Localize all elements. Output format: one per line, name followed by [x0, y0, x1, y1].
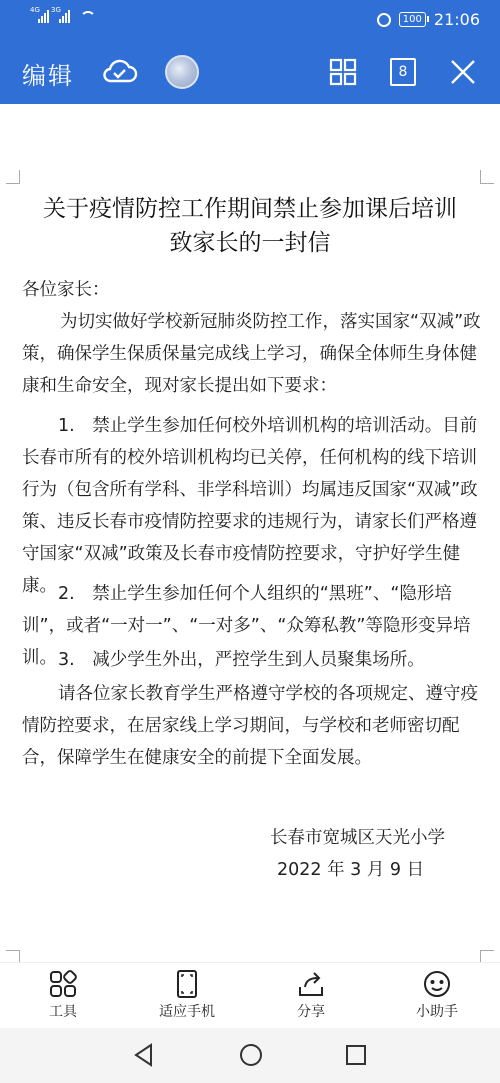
- network-type-1: 4G: [30, 6, 40, 14]
- status-bar: [0, 0, 500, 40]
- paragraph-item-2: 2. 禁止学生参加任何个人组织的“黑班”、“隐形培训”，或者“一对一”、“一对多”、“众筹私教”等隐形变异培训。: [22, 584, 471, 668]
- signal-icon: [30, 6, 49, 23]
- page-count-badge[interactable]: 8: [390, 58, 416, 86]
- paragraph-intro: 为切实做好学校新冠肺炎防控工作，落实国家“双减”政策，确保学生保质保量完成线上学习，确保全体师生身体健康和生命安全，现对家长提出如下要求：: [22, 312, 481, 396]
- wifi-icon: [80, 11, 96, 23]
- tools-button[interactable]: [18, 969, 108, 1021]
- signal-icon-2: [51, 6, 70, 23]
- system-nav-bar: [0, 1028, 500, 1083]
- document-page[interactable]: [0, 104, 500, 962]
- status-right: [377, 10, 480, 29]
- greeting: 各位家长：: [22, 280, 110, 300]
- grid-icon[interactable]: [329, 58, 357, 86]
- tools-icon: [48, 969, 78, 999]
- home-icon[interactable]: [238, 1042, 264, 1068]
- share-icon: [296, 969, 326, 999]
- fit-phone-label: 适应手机: [159, 1004, 215, 1020]
- share-label: 分享: [297, 1004, 325, 1020]
- crop-mark: [6, 170, 20, 184]
- tools-label: 工具: [49, 1004, 77, 1020]
- signature-date: 2022 年 3 月 9 日: [277, 860, 425, 880]
- status-left: [30, 6, 96, 23]
- crop-mark: [480, 170, 494, 184]
- fit-screen-icon: [172, 969, 202, 999]
- app-bar: [0, 40, 500, 104]
- paragraph-item-1: 1. 禁止学生参加任何校外培训机构的培训活动。目前长春市所有的校外培训机构均已关停，任何机构的线下培训行为（包含所有学科、非学科培训）均属违反国家“双减”政策、违反长春市疫情防控要求的违规行为，请家长们严格遵守国家“双减”政策及长春市疫情防控要求，守护好学生健康。: [22, 416, 478, 596]
- alarm-icon: [377, 13, 391, 27]
- document-title-line-1: 关于疫情防控工作期间禁止参加课后培训: [43, 196, 457, 222]
- back-icon[interactable]: [132, 1042, 156, 1068]
- assistant-label: 小助手: [416, 1004, 458, 1020]
- paragraph-closing: 请各位家长教育学生严格遵守学校的各项规定、遵守疫情防控要求，在居家线上学习期间，与学校和老师密切配合，保障学生在健康安全的前提下全面发展。: [22, 684, 478, 768]
- paragraph-item-3: 3. 减少学生外出，严控学生到人员聚集场所。: [58, 650, 425, 670]
- edit-button[interactable]: 编辑: [22, 62, 74, 90]
- bottom-toolbar: [0, 962, 500, 1028]
- document-title-line-2: 致家长的一封信: [169, 230, 331, 256]
- network-type-2: 3G: [51, 6, 61, 14]
- signature-school: 长春市宽城区天光小学: [270, 828, 445, 848]
- battery-icon: 100: [399, 12, 426, 27]
- assistant-face-icon: [422, 969, 452, 999]
- recent-apps-icon[interactable]: [345, 1044, 367, 1066]
- fit-phone-button[interactable]: [142, 969, 232, 1021]
- avatar[interactable]: [165, 55, 199, 89]
- close-icon[interactable]: [450, 59, 476, 85]
- status-time: 21:06: [433, 10, 480, 29]
- share-button[interactable]: [266, 969, 356, 1021]
- assistant-button[interactable]: [392, 969, 482, 1021]
- cloud-check-icon[interactable]: [102, 56, 138, 86]
